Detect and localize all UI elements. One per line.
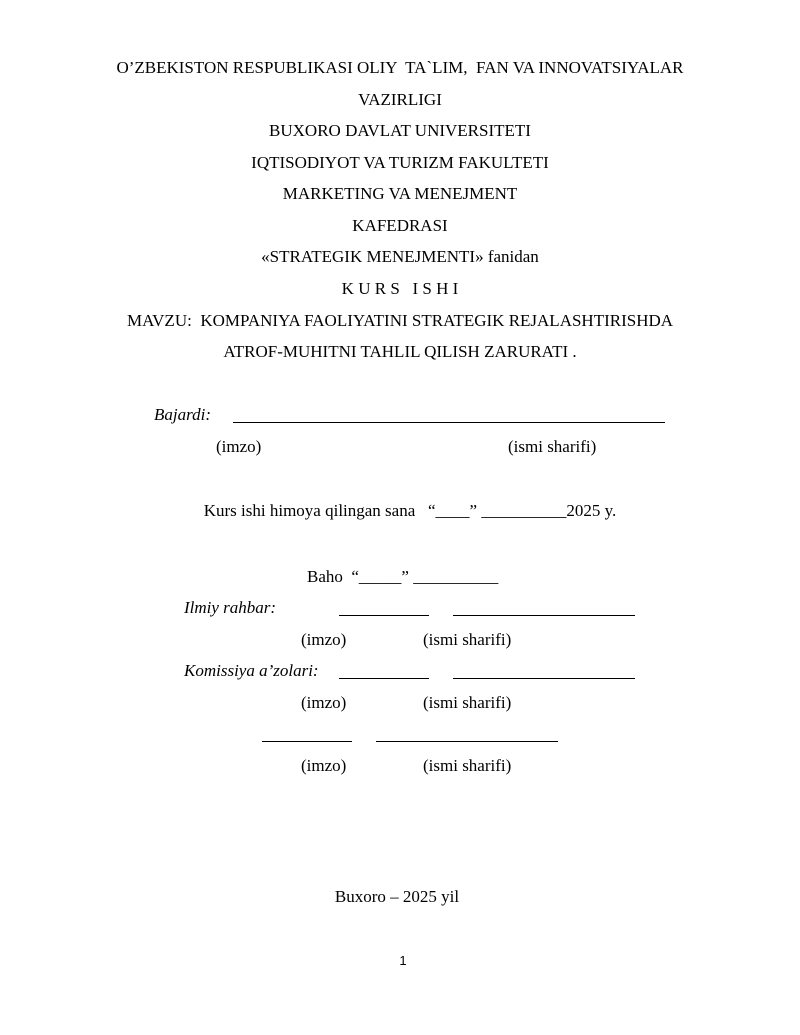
place-and-year: Buxoro – 2025 yil [334,887,460,906]
university-name: BUXORO DAVLAT UNIVERSITETI [269,121,531,140]
ministry-line-1: O’ZBEKISTON RESPUBLIKASI OLIY TA`LIM, FAN VA INNOVATSIYALAR [116,58,684,77]
commission-label: Komissiya a’zolari: [184,661,319,680]
supervisor-name-caption: (ismi sharifi) [423,630,512,649]
page-number: 1 [399,953,407,968]
ministry-line-2: VAZIRLIGI [358,90,442,109]
performer-signature-caption: (imzo) [216,437,262,456]
commission-2-name-caption: (ismi sharifi) [423,756,512,775]
topic-line-2: ATROF-MUHITNI TAHLIL QILISH ZARURATI . [223,342,577,361]
commission-2-name-line [376,741,558,742]
supervisor-name-line [453,615,635,616]
commission-1-signature-line [339,678,429,679]
work-type-heading: K U R S I S H I [341,279,459,298]
defense-date-line: Kurs ishi himoya qilingan sana “____” __________2025 y. [203,501,617,520]
department-line-2: KAFEDRASI [352,216,448,235]
department-line-1: MARKETING VA MENEJMENT [282,184,518,203]
performer-name-caption: (ismi sharifi) [508,437,597,456]
grade-line: Baho “_____” __________ [307,567,499,586]
commission-2-signature-caption: (imzo) [301,756,347,775]
performer-signature-line [233,422,665,423]
commission-1-name-line [453,678,635,679]
commission-1-signature-caption: (imzo) [301,693,347,712]
topic-line-1: MAVZU: KOMPANIYA FAOLIYATINI STRATEGIK REJALASHTIRISHDA [126,311,674,330]
supervisor-signature-caption: (imzo) [301,630,347,649]
performer-label: Bajardi: [154,405,211,424]
commission-2-signature-line [262,741,352,742]
faculty-name: IQTISODIYOT VA TURIZM FAKULTETI [251,153,549,172]
supervisor-label: Ilmiy rahbar: [184,598,277,617]
subject-line: «STRATEGIK MENEJMENTI» fanidan [261,247,539,266]
commission-1-name-caption: (ismi sharifi) [423,693,512,712]
supervisor-signature-line [339,615,429,616]
